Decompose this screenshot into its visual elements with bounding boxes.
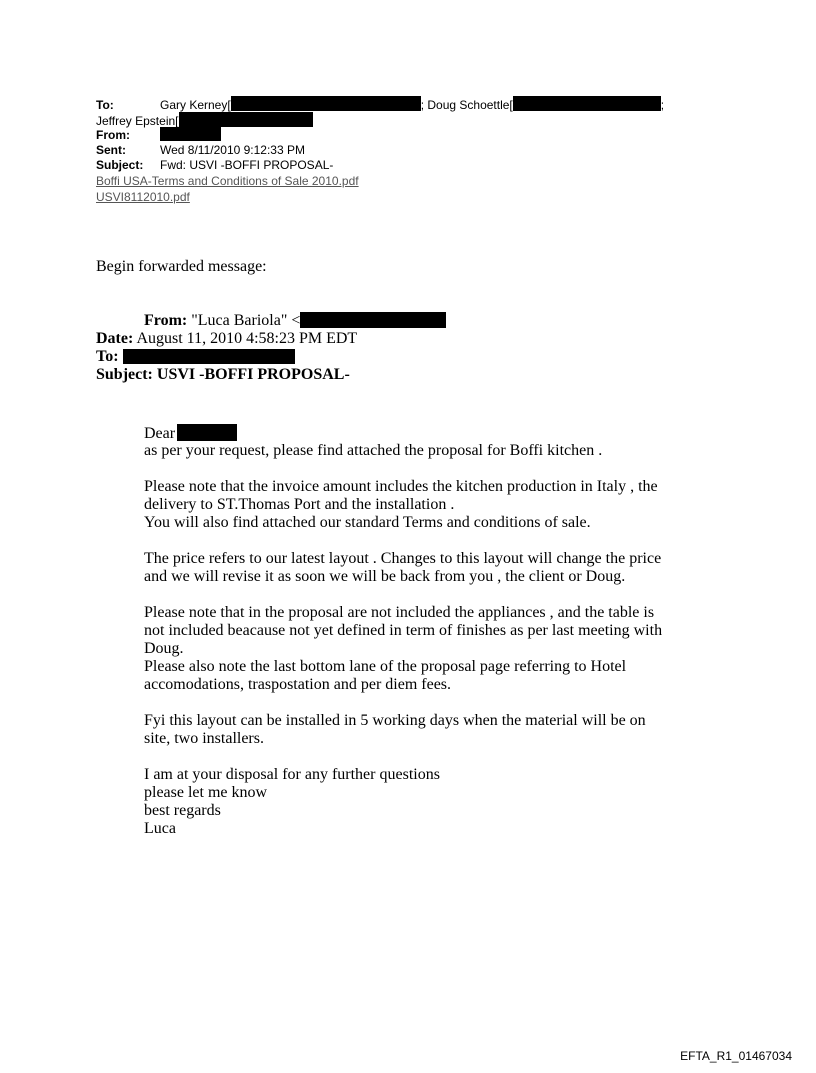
from-row [96, 127, 664, 143]
paragraph: Please also note the last bottom lane of the proposal page referring to Hotel accomodations, traspostation and per diem fees. [144, 658, 627, 693]
greeting-row [144, 424, 674, 442]
redaction-block [513, 96, 661, 111]
forwarded-date-value: August 11, 2010 4:58:23 PM EDT [136, 330, 358, 347]
sent-value: Wed 8/11/2010 9:12:33 PM [160, 142, 305, 157]
document-id: EFTA_R1_01467034 [680, 1049, 792, 1063]
from-label: From: [96, 128, 130, 143]
subject-label: Subject: [96, 158, 144, 173]
to-row [96, 96, 664, 112]
redaction-block [123, 349, 295, 364]
closing-line: best regards [144, 802, 221, 819]
paragraph: as per your request, please find attached the proposal for Boffi kitchen . [144, 442, 603, 459]
attachment-link-proposal[interactable]: USVI8112010.pdf [96, 189, 190, 204]
redaction-block [231, 96, 421, 111]
closing-line: please let me know [144, 784, 268, 801]
paragraph: You will also find attached our standard Terms and conditions of sale. [144, 514, 591, 531]
forwarded-header [96, 312, 696, 384]
redaction-block [179, 112, 313, 127]
to-row-continued [96, 112, 664, 128]
to-recipient-1: Gary Kerney[ [160, 98, 231, 112]
email-header [96, 96, 664, 205]
forward-intro-text: Begin forwarded message: [96, 258, 267, 275]
redaction-block [300, 312, 446, 328]
signature: Luca [144, 820, 176, 837]
paragraph: Please note that the invoice amount includes the kitchen production in Italy , the delivery to ST.Thomas Port and the installation . [144, 478, 658, 513]
redaction-block [177, 424, 237, 441]
closing-line: I am at your disposal for any further questions [144, 766, 440, 783]
forwarded-date-label: Date: [96, 330, 134, 347]
message-body [144, 424, 674, 838]
to-trailing-semicolon: ; [660, 98, 665, 112]
paragraph: Please note that in the proposal are not included the appliances , and the table is not included beacause not yet defined in term of finishes as per last meeting with Doug. [144, 604, 663, 657]
paragraph: The price refers to our latest layout . Changes to this layout will change the price and we will revise it as soon we will be back from you , the client or Doug. [144, 550, 662, 585]
forwarded-subject-value: USVI -BOFFI PROPOSAL- [156, 366, 350, 383]
forwarded-from-label: From: [144, 312, 188, 329]
forwarded-to-label: To: [96, 348, 119, 365]
paragraph: Fyi this layout can be installed in 5 working days when the material will be on site, two installers. [144, 712, 646, 747]
sent-row [96, 143, 664, 159]
redaction-block [160, 127, 221, 141]
subject-value: Fwd: USVI -BOFFI PROPOSAL- [160, 158, 334, 173]
forwarded-from-value: "Luca Bariola" < [191, 312, 301, 329]
sent-label: Sent: [96, 142, 126, 157]
to-recipient-3: Jeffrey Epstein[ [96, 113, 179, 128]
forwarded-date-row [96, 330, 696, 348]
attachment-link-terms[interactable]: Boffi USA-Terms and Conditions of Sale 2010.pdf [96, 173, 359, 188]
forwarded-subject-label: Subject: [96, 366, 153, 383]
to-label: To: [96, 98, 114, 112]
forwarded-subject-row [96, 366, 696, 384]
forward-intro [96, 258, 267, 276]
attachment-row [96, 190, 664, 206]
subject-row [96, 158, 664, 174]
to-recipient-2: ; Doug Schoettle[ [420, 98, 513, 112]
forwarded-from-row [96, 312, 696, 330]
forwarded-to-row [96, 348, 696, 366]
greeting: Dear [144, 425, 176, 442]
attachment-row [96, 174, 664, 190]
